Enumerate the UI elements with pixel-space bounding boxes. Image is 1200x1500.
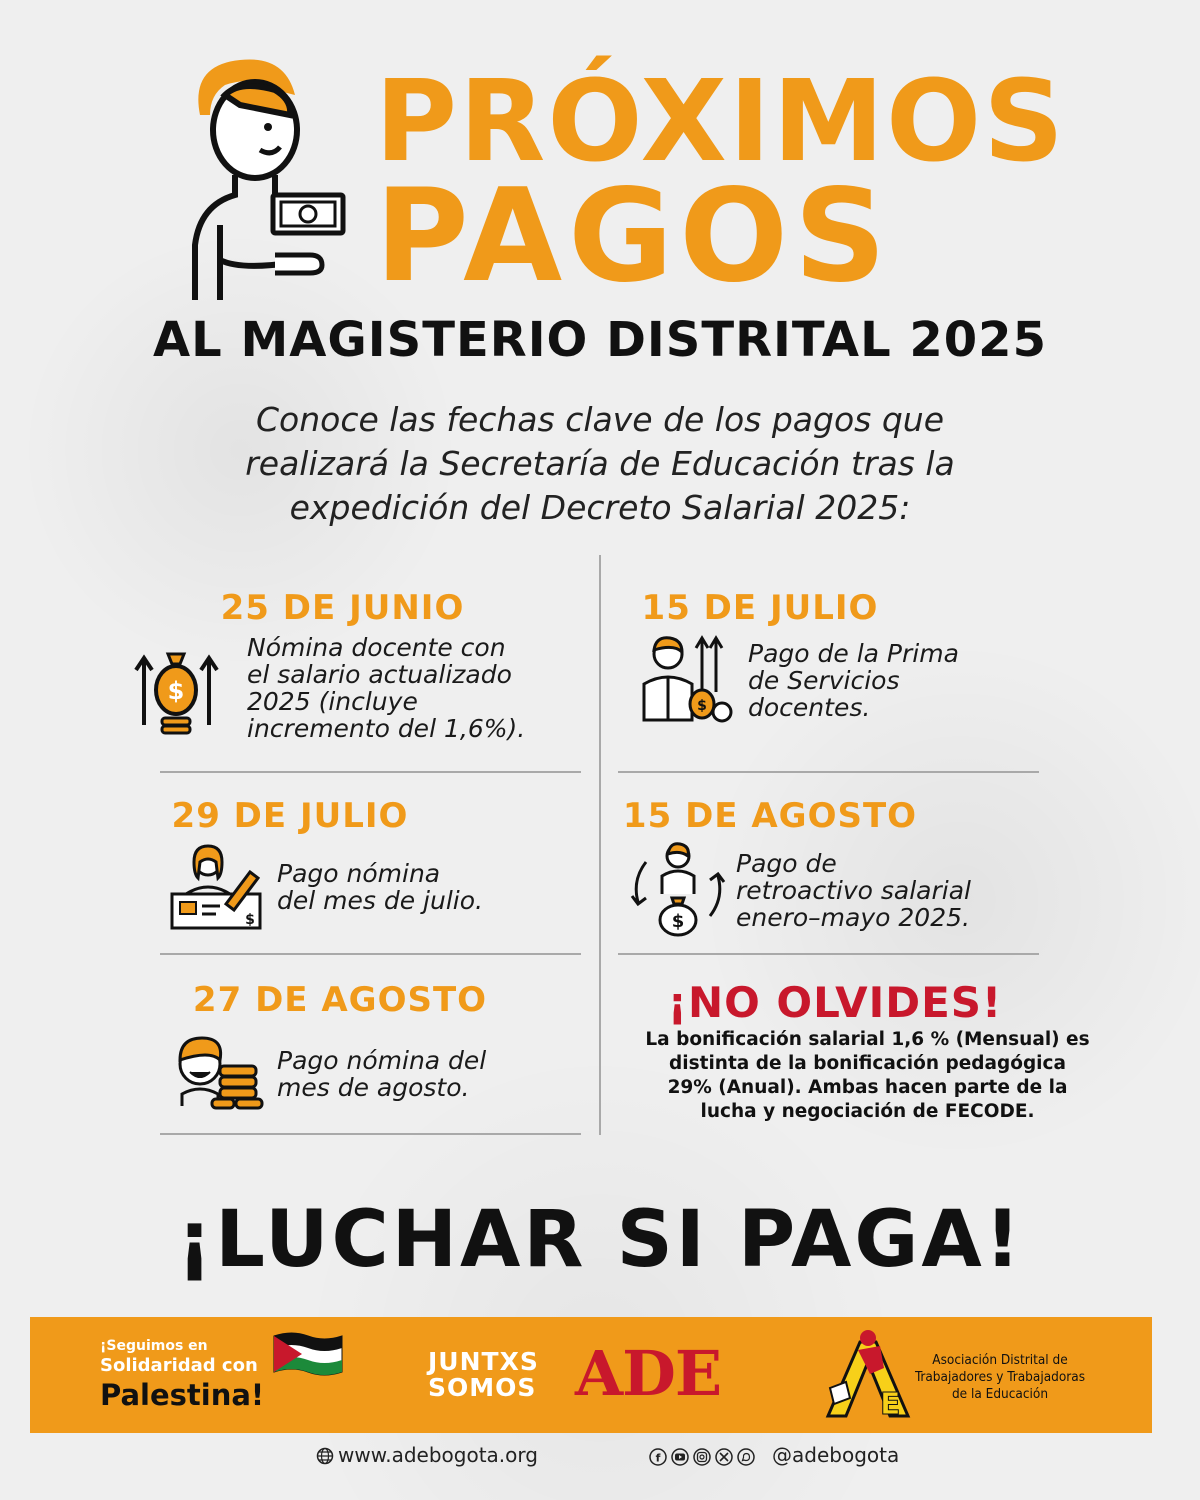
description-line: el salario actualizado: [247, 660, 512, 689]
payment-date: 15 DE AGOSTO: [622, 796, 918, 836]
payment-item-august-27: [160, 980, 580, 1130]
intro-text: [150, 398, 1050, 530]
globe-icon: [316, 1447, 334, 1465]
payment-date: 25 DE JUNIO: [220, 588, 465, 628]
coins-person-icon: [170, 1030, 265, 1110]
website-link[interactable]: www.adebogota.org: [338, 1443, 538, 1467]
reminder-line: La bonificación salarial 1,6 % (Mensual) es: [645, 1029, 1090, 1050]
slogan: ¡LUCHAR SI PAGA!: [176, 1195, 1024, 1285]
payment-item-july-29: [160, 796, 580, 946]
description-line: docentes.: [748, 693, 871, 722]
description-line: mes de agosto.: [277, 1073, 470, 1102]
description-line: 2025 (incluye: [247, 687, 418, 716]
horizontal-divider: [618, 771, 1039, 773]
description-line: Pago de la Prima: [748, 639, 959, 668]
title-line-2: PAGOS: [375, 162, 893, 311]
horizontal-divider: [160, 771, 581, 773]
palestina-small-text: ¡Seguimos en: [100, 1338, 208, 1354]
whatsapp-icon[interactable]: [738, 1449, 754, 1465]
x-icon[interactable]: [716, 1449, 732, 1465]
organization-name: [905, 1352, 1095, 1403]
palestine-flag-icon: [272, 1330, 344, 1378]
reminder-line: distinta de la bonificación pedagógica: [669, 1053, 1066, 1074]
payment-description: [277, 860, 577, 914]
svg-text:$: $: [245, 912, 255, 928]
payment-date: 15 DE JULIO: [641, 588, 879, 628]
juntxs-text: JUNTXS: [428, 1347, 539, 1376]
svg-text:f: f: [655, 1451, 661, 1465]
ade-wordmark: ADE: [575, 1337, 722, 1410]
intro-line: Conoce las fechas clave de los pagos que: [255, 400, 945, 439]
description-line: enero–mayo 2025.: [736, 903, 970, 932]
svg-text:E: E: [880, 1387, 901, 1422]
intro-line: expedición del Decreto Salarial 2025:: [289, 488, 911, 527]
description-line: incremento del 1,6%).: [247, 714, 526, 743]
description-line: Pago nómina: [277, 859, 441, 888]
description-line: Pago de: [736, 849, 837, 878]
reminder-line: 29% (Anual). Ambas hacen parte de la: [667, 1077, 1068, 1098]
svg-text:$: $: [697, 698, 707, 714]
title-line-1: PRÓXIMOS: [375, 57, 1066, 187]
social-handle[interactable]: @adebogota: [772, 1443, 900, 1467]
reminder-text: [615, 1028, 1120, 1124]
ade-logo-icon: [820, 1328, 915, 1423]
payment-description: [277, 1047, 577, 1101]
description-line: Nómina docente con: [247, 633, 506, 662]
reminder-line: lucha y negociación de FECODE.: [700, 1101, 1035, 1122]
payment-description: [748, 640, 1078, 721]
payment-description: [247, 634, 617, 742]
description-line: retroactivo salarial: [736, 876, 971, 905]
instagram-icon[interactable]: [694, 1449, 710, 1465]
description-line: de Servicios: [748, 666, 900, 695]
youtube-icon[interactable]: [672, 1449, 688, 1465]
payment-item-july-15: [630, 588, 1110, 758]
palestina-big-text: Palestina!: [100, 1378, 265, 1412]
horizontal-divider: [618, 953, 1039, 955]
palestina-mid-text: Solidaridad con: [100, 1355, 258, 1376]
svg-text:$: $: [671, 911, 685, 932]
retroactive-cycle-icon: [628, 840, 728, 938]
money-bag-growth-icon: [134, 640, 219, 735]
payment-date: 27 DE AGOSTO: [192, 980, 488, 1020]
svg-text:$: $: [167, 677, 185, 705]
horizontal-divider: [160, 1133, 581, 1135]
reminder-title: ¡NO OLVIDES!: [667, 978, 1003, 1027]
teacher-bonus-icon: [640, 632, 735, 724]
somos-text: SOMOS: [428, 1373, 537, 1402]
organization-line: de la Educación: [951, 1386, 1049, 1402]
horizontal-divider: [160, 953, 581, 955]
social-media-icons: [648, 1447, 768, 1467]
person-holding-money-icon: [180, 55, 360, 305]
intro-line: realizará la Secretaría de Educación tras la: [245, 444, 955, 483]
payment-item-august-15: [620, 796, 1100, 946]
payment-date: 29 DE JULIO: [171, 796, 409, 836]
description-line: del mes de julio.: [277, 886, 483, 915]
facebook-icon[interactable]: [650, 1449, 666, 1465]
organization-line: Asociación Distrital de: [932, 1352, 1068, 1368]
signing-check-icon: [170, 842, 265, 932]
subtitle: AL MAGISTERIO DISTRITAL 2025: [153, 312, 1047, 368]
organization-line: Trabajadores y Trabajadoras: [914, 1369, 1086, 1385]
payment-description: [736, 850, 1096, 931]
description-line: Pago nómina del: [277, 1046, 487, 1075]
